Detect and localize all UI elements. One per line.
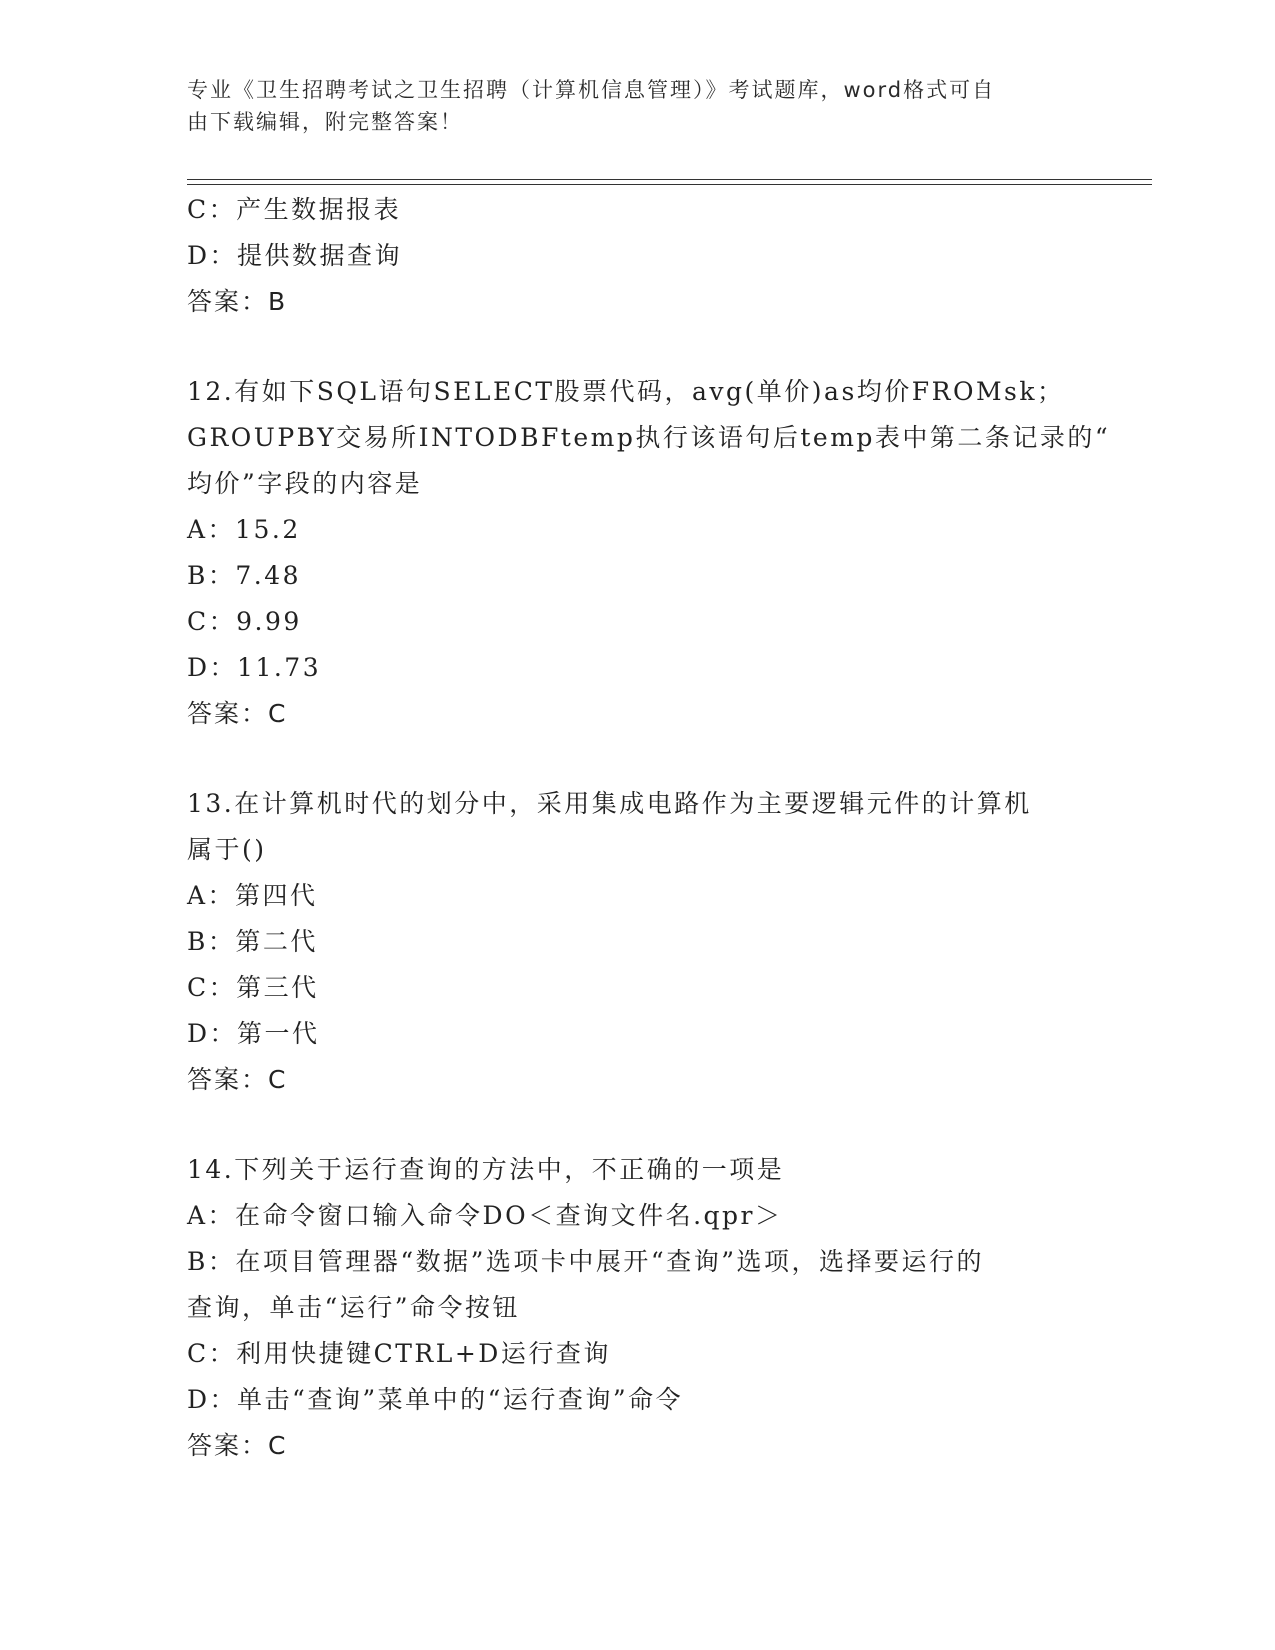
option-d: D：11.73: [187, 653, 322, 682]
option-c: C：9.99: [187, 607, 302, 636]
option-b: B：7.48: [187, 561, 302, 590]
question-stem: 13.在计算机时代的划分中，采用集成电路作为主要逻辑元件的计算机: [187, 789, 1032, 818]
option-c: C：第三代: [187, 973, 319, 1002]
option-b: B：在项目管理器“数据”选项卡中展开“查询”选项，选择要运行的: [187, 1247, 984, 1276]
question-13: [187, 781, 1087, 1103]
document-header: [187, 74, 1067, 138]
option-d: D：提供数据查询: [187, 241, 403, 270]
option-a: A：在命令窗口输入命令DO＜查询文件名.qpr＞: [187, 1201, 783, 1230]
header-line-1: 专业《卫生招聘考试之卫生招聘（计算机信息管理）》考试题库，word格式可自: [187, 78, 996, 102]
answer: 答案：B: [187, 287, 288, 316]
header-rule-top: [187, 179, 1152, 180]
option-b-continued: 查询，单击“运行”命令按钮: [187, 1293, 521, 1322]
document-body: [187, 187, 1111, 1469]
question-stem: 14.下列关于运行查询的方法中，不正确的一项是: [187, 1155, 785, 1184]
option-a: A：15.2: [187, 515, 301, 544]
answer: 答案：C: [187, 699, 288, 728]
option-d: D：第一代: [187, 1019, 320, 1048]
option-d: D：单击“查询”菜单中的“运行查询”命令: [187, 1385, 684, 1414]
answer: 答案：C: [187, 1431, 288, 1460]
question-14: [187, 1147, 1087, 1469]
answer: 答案：C: [187, 1065, 288, 1094]
option-c: C：产生数据报表: [187, 195, 402, 224]
question-stem: 均价”字段的内容是: [187, 469, 423, 498]
option-a: A：第四代: [187, 881, 318, 910]
question-12: [187, 369, 1111, 737]
question-stem: 属于(): [187, 835, 267, 864]
option-b: B：第二代: [187, 927, 318, 956]
header-rule-bottom: [187, 184, 1152, 185]
option-c: C：利用快捷键CTRL+D运行查询: [187, 1339, 611, 1368]
question-stem: GROUPBY交易所INTODBFtemp执行该语句后temp表中第二条记录的“: [187, 423, 1111, 452]
question-stem: 12.有如下SQL语句SELECT股票代码，avg(单价)as均价FROMsk；: [187, 377, 1065, 406]
header-line-2: 由下载编辑，附完整答案！: [187, 110, 463, 134]
question-11-tail: [187, 187, 1087, 325]
